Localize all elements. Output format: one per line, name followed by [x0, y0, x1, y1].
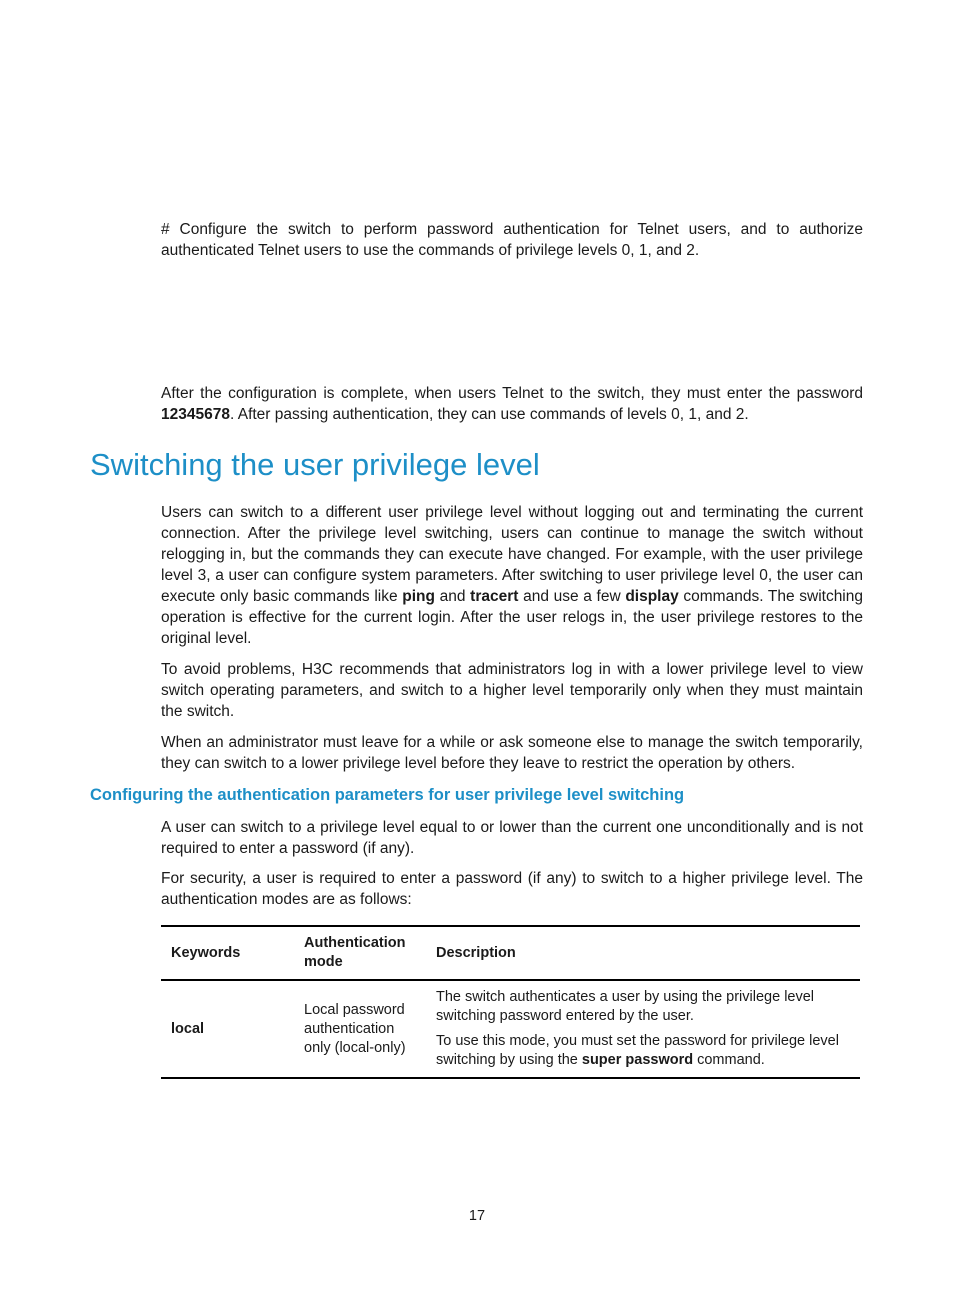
page-number: 17 — [468, 1208, 486, 1224]
paragraph-avoid-problems — [161, 659, 863, 722]
paragraph-text: When an administrator must leave for a while or ask someone else to manage the switch temporarily, they can switch to a lower privilege level before they leave to restrict the operation by others. — [161, 734, 863, 772]
header-keywords: Keywords — [171, 944, 241, 961]
paragraph-text: A user can switch to a privilege level equal to or lower than the current one unconditionally and is not required to enter a password (if any). — [161, 819, 863, 857]
paragraph-lower-level — [161, 817, 863, 859]
text: Users can switch to a different user privilege level without logging out and terminating the current connection. After the privilege level switching, users can continue to manage the switch without relogging in, but the commands they can execute have changed. For example, with the user privilege level 3, a user can configure system parameters. After switching to user privilege level 0, the user can execute only basic commands like — [161, 504, 863, 605]
paragraph-switching-intro — [161, 502, 863, 649]
paragraph-configure-telnet — [161, 219, 863, 261]
description-line-2 — [436, 1032, 850, 1070]
text: commands. The switching operation is effective for the current login. After the user relogs in, the user privilege restores to the original level. — [161, 588, 863, 647]
header-description: Description — [436, 944, 516, 961]
header-auth-mode: Authentication mode — [304, 935, 406, 970]
table-row — [161, 980, 860, 1078]
cell-description — [426, 980, 860, 1078]
password-value: 12345678 — [161, 406, 230, 423]
cell-auth-mode: Local password authentication only (local-only) — [304, 1001, 406, 1056]
paragraph-text: For security, a user is required to enter a password (if any) to switch to a higher privilege level. The authentication modes are as follows: — [161, 870, 863, 908]
text: After the configuration is complete, when users Telnet to the switch, they must enter the password — [161, 385, 863, 402]
command-super-password: super password — [581, 1052, 694, 1068]
text: and use a few — [518, 588, 626, 605]
command-display: display — [625, 588, 679, 605]
text: To use this mode, you must set the password for privilege level switching by using the — [436, 1033, 839, 1068]
auth-modes-table — [161, 925, 860, 1079]
cell-keyword: local — [171, 1020, 205, 1037]
paragraph-text: To avoid problems, H3C recommends that administrators log in with a lower privilege level to view switch operating parameters, and switch to a higher level temporarily only when they must maintain the switch. — [161, 661, 863, 720]
section-heading: Switching the user privilege level — [90, 447, 540, 482]
description-line-1: The switch authenticates a user by using the privilege level switching password entered by the user. — [436, 989, 815, 1024]
paragraph-text: # Configure the switch to perform password authentication for Telnet users, and to authorize authenticated Telnet users to use the commands of privilege levels 0, 1, and 2. — [161, 221, 863, 259]
text: . After passing authentication, they can use commands of levels 0, 1, and 2. — [229, 406, 749, 423]
text: and — [434, 588, 471, 605]
command-tracert: tracert — [470, 588, 519, 605]
subsection-heading: Configuring the authentication parameters for user privilege level switching — [90, 786, 685, 804]
paragraph-admin-leave — [161, 732, 863, 774]
text: command. — [693, 1052, 765, 1068]
table-header-row — [161, 926, 860, 980]
paragraph-after-config — [161, 383, 863, 425]
command-ping: ping — [402, 588, 435, 605]
paragraph-security — [161, 868, 863, 910]
